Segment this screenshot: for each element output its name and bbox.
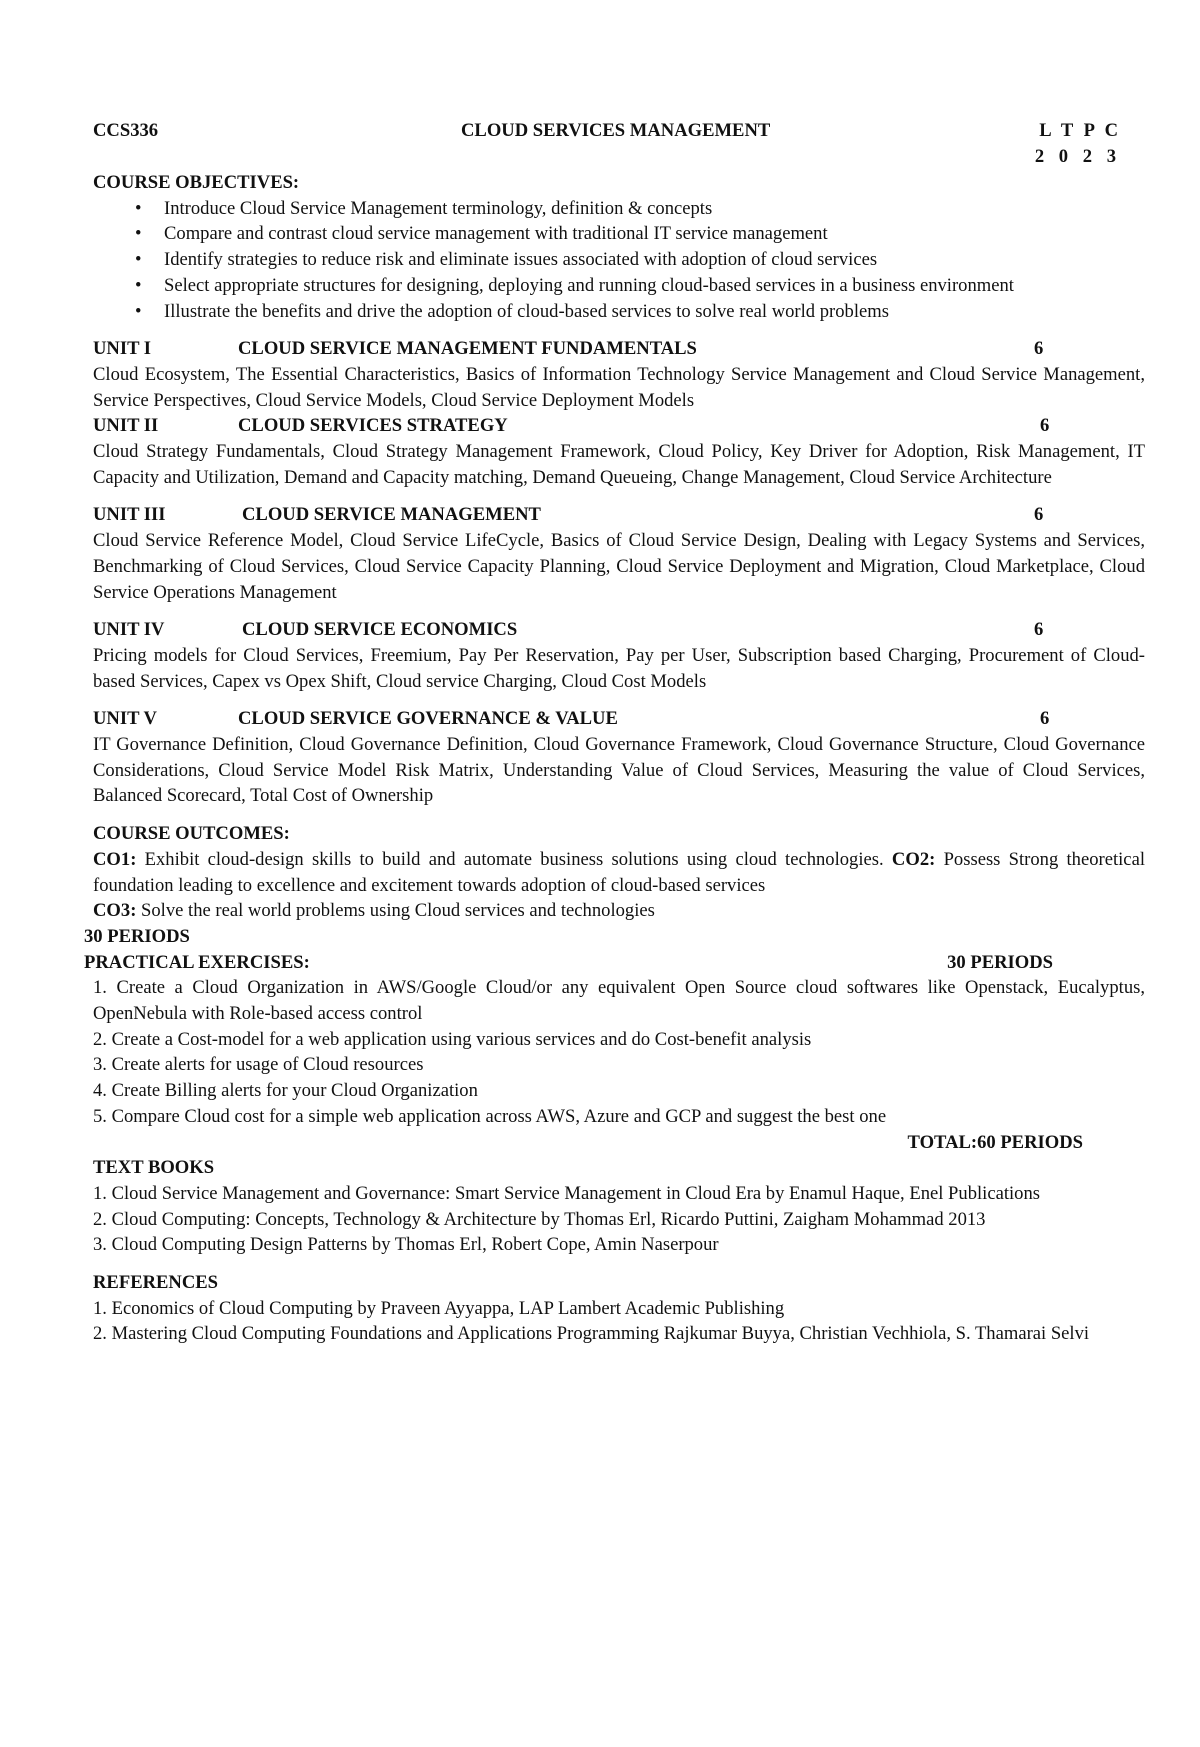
references-heading: REFERENCES — [93, 1272, 219, 1294]
unit-hours: 6 — [1034, 338, 1044, 360]
text-book-item: 1. Cloud Service Management and Governance: Smart Service Management in Cloud Era by Enamul Haque, Enel Publications — [93, 1182, 1040, 1204]
co2-text: Possess Strong theoretical foundation leading to excellence and excitement towards adoption of cloud-based services — [93, 848, 1145, 896]
unit-hours: 6 — [1040, 708, 1050, 730]
unit-2-heading — [93, 413, 1145, 439]
practical-item: 5. Compare Cloud cost for a simple web application across AWS, Azure and GCP and suggest the best one — [93, 1105, 887, 1127]
co1-text: Exhibit cloud-design skills to build and automate business solutions using cloud technologies. — [144, 848, 884, 870]
unit-label: UNIT I — [93, 338, 152, 360]
references-list — [93, 1296, 1145, 1347]
practical-item: 2. Create a Cost-model for a web application using various services and do Cost-benefit analysis — [93, 1028, 812, 1050]
unit-label: UNIT IV — [93, 619, 165, 641]
practical-item: 1. Create a Cloud Organization in AWS/Google Cloud/or any equivalent Open Source cloud softwares like Openstack, Eucalyptus, OpenNebula with Role-based access control — [93, 977, 1145, 1024]
unit-hours: 6 — [1034, 504, 1044, 526]
outcomes-paragraph — [93, 847, 1145, 898]
text-book-item: 3. Cloud Computing Design Patterns by Thomas Erl, Robert Cope, Amin Naserpour — [93, 1234, 719, 1256]
co1-label: CO1: — [93, 848, 137, 870]
objective-item: • Illustrate the benefits and drive the adoption of cloud-based services to solve real world problems — [135, 299, 1145, 325]
unit-label: UNIT II — [93, 415, 159, 437]
course-title: CLOUD SERVICES MANAGEMENT — [461, 120, 771, 141]
practical-heading-row — [84, 950, 1145, 976]
co3-label: CO3: — [93, 900, 137, 922]
unit-title: CLOUD SERVICE MANAGEMENT — [242, 504, 541, 526]
practical-list — [93, 975, 1145, 1129]
unit-title: CLOUD SERVICE GOVERNANCE & VALUE — [238, 708, 618, 730]
objectives-heading: COURSE OBJECTIVES: — [93, 172, 300, 193]
unit-title: CLOUD SERVICE ECONOMICS — [242, 619, 518, 641]
syllabus-page — [84, 118, 1145, 1347]
unit-label: UNIT III — [93, 504, 166, 526]
practical-periods: 30 PERIODS — [947, 951, 1053, 973]
objective-item: • Introduce Cloud Service Management terminology, definition & concepts — [135, 196, 1145, 222]
unit-4-content: Pricing models for Cloud Services, Freemium, Pay Per Reservation, Pay per User, Subscription based Charging, Procurement of Cloud-based Services, Capex vs Opex Shift, Cloud service Charging, Cloud Cost Models — [93, 644, 1145, 692]
unit-hours: 6 — [1040, 415, 1050, 437]
practical-item: 4. Create Billing alerts for your Cloud Organization — [93, 1080, 478, 1102]
unit-2-content: Cloud Strategy Fundamentals, Cloud Strategy Management Framework, Cloud Policy, Key Driver for Adoption, Risk Management, IT Capacity and Utilization, Demand and Capacity matching, Demand Queueing, Change Management, Cloud Service Architecture — [93, 441, 1145, 488]
credits-row — [93, 144, 1145, 170]
co3-line — [93, 898, 1145, 924]
text-books-heading: TEXT BOOKS — [93, 1157, 215, 1179]
unit-title: CLOUD SERVICES STRATEGY — [238, 415, 508, 437]
course-header — [93, 118, 1145, 144]
co3-text: Solve the real world problems using Cloud services and technologies — [141, 900, 655, 922]
unit-label: UNIT V — [93, 708, 157, 730]
practical-item: 3. Create alerts for usage of Cloud resources — [93, 1054, 424, 1076]
ltpc-label: L T P C — [1039, 120, 1121, 141]
unit-1-content: Cloud Ecosystem, The Essential Characteristics, Basics of Information Technology Service Management and Cloud Service Management, Service Perspectives, Cloud Service Models, Cloud Service Deployment Models — [93, 363, 1145, 411]
objective-item: • Identify strategies to reduce risk and eliminate issues associated with adoption of cloud services — [135, 247, 1145, 273]
co2-label: CO2: — [891, 848, 936, 870]
unit-1-heading — [93, 336, 1145, 362]
ltpc-values: 2 0 2 3 — [1034, 146, 1121, 167]
reference-item: 2. Mastering Cloud Computing Foundations and Applications Programming Rajkumar Buyya, Christian Vechhiola, S. Thamarai Selvi — [93, 1323, 1090, 1345]
objective-item: • Compare and contrast cloud service management with traditional IT service management — [135, 221, 1145, 247]
unit-5-content: IT Governance Definition, Cloud Governance Definition, Cloud Governance Framework, Cloud Governance Structure, Cloud Governance Considerations, Cloud Service Model Risk Matrix, Understanding Value of Cloud Services, Measuring the value of Cloud Services, Balanced Scorecard, Total Cost of Ownership — [93, 733, 1145, 807]
unit-3-content: Cloud Service Reference Model, Cloud Service LifeCycle, Basics of Cloud Service Design, Dealing with Legacy Systems and Services, Benchmarking of Cloud Services, Cloud Service Capacity Planning, Cloud Service Deployment and Migration, Cloud Marketplace, Cloud Service Operations Management — [93, 530, 1145, 603]
total-periods: TOTAL:60 PERIODS — [907, 1131, 1083, 1153]
course-code: CCS336 — [93, 120, 159, 141]
unit-title: CLOUD SERVICE MANAGEMENT FUNDAMENTALS — [238, 338, 697, 360]
unit-4-heading — [93, 617, 1145, 643]
unit-3-heading — [93, 502, 1145, 528]
theory-periods: 30 PERIODS — [84, 925, 190, 947]
text-books-list — [93, 1181, 1145, 1258]
practical-heading: PRACTICAL EXERCISES: — [84, 951, 310, 973]
outcomes-heading: COURSE OUTCOMES: — [93, 823, 290, 845]
unit-hours: 6 — [1034, 619, 1044, 641]
objectives-list — [93, 196, 1145, 325]
objective-item: • Select appropriate structures for designing, deploying and running cloud-based services in a business environment — [135, 273, 1145, 299]
reference-item: 1. Economics of Cloud Computing by Praveen Ayyappa, LAP Lambert Academic Publishing — [93, 1297, 785, 1319]
unit-5-heading — [93, 706, 1145, 732]
text-book-item: 2. Cloud Computing: Concepts, Technology & Architecture by Thomas Erl, Ricardo Puttini, Zaigham Mohammad 2013 — [93, 1208, 986, 1230]
